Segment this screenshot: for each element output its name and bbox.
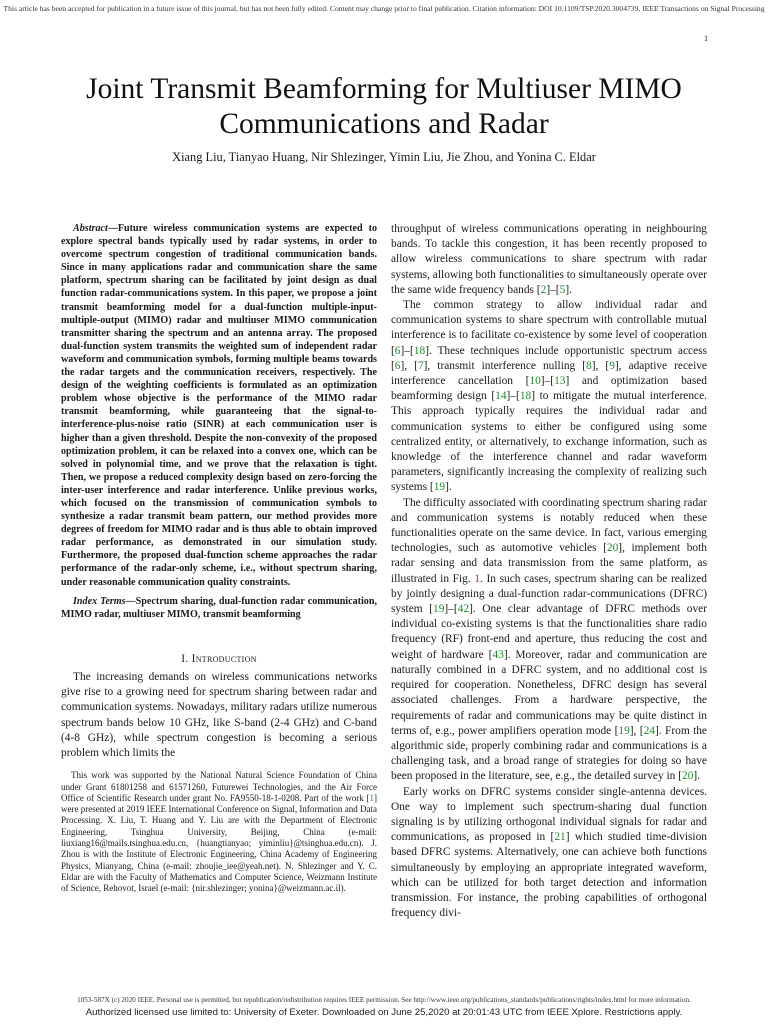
citation-link[interactable]: 10 (529, 375, 541, 388)
citation-link[interactable]: 18 (519, 390, 532, 403)
citation-link[interactable]: 7 (417, 359, 424, 372)
figure-link[interactable]: 1 (474, 572, 481, 585)
citation-link[interactable]: 5 (559, 283, 566, 296)
index-terms-label: Index Terms (73, 595, 126, 607)
body-paragraph: Early works on DFRC systems consider single-antenna devices. One way to implement such spectrum-sharing dual function signaling is by utilizing orthogonal individual signals for radar and communications, as proposed in [21] which studied time-division based DFRC systems. Alternatively, one can achieve both functions simultaneously by employing an appropriate integrated waveform, which can be utilized for both target detection and information transmission. For instance, the probing capabilities of orthogonal frequency divi- (391, 785, 707, 920)
citation-link[interactable]: 19 (433, 603, 445, 616)
citation-link[interactable]: 43 (492, 648, 504, 661)
abstract-text: —Future wireless communication systems are expected to explore spectral bands typically used by radar systems, in order to overcome spectrum congestion of traditional communication bands. Since in many applications radar and communication share the same platform, spectrum sharing can be facilitated by joint design as dual function radar-communications system. In this paper, we propose a joint transmit beamforming model for a dual-function multiple-input-multiple-output (MIMO) radar and multiuser MIMO communication transmitter sharing the spectrum and an antenna array. The proposed dual-function system transmits the weighted sum of independent radar waveform and communication symbols, forming multiple beams towards the radar targets and the communication receivers, respectively. The design of the weighting coefficients is formulated as an optimization problem whose objective is the performance of the MIMO radar transmit beamforming, while guaranteeing that the signal-to-interference-plus-noise ratio (SINR) at each communication user is higher than a given threshold. Despite the non-convexity of the proposed optimization problem, it can be relaxed into a convex one, which can be solved in polynomial time, and we prove that the relaxation is tight. Then, we propose a reduced complexity design based on zero-forcing the inter-user interference and radar interference. Unlike previous works, which focused on the transmission of communication symbols to synthesize a radar transmit beam pattern, our method provides more degrees of freedom for MIMO radar and is thus able to obtain improved radar performance, as demonstrated in our simulation study. Furthermore, the proposed dual-function scheme approaches the radar performance of the radar-only scheme, i.e., without spectrum sharing, under reasonable communication quality constraints. (61, 223, 377, 588)
section-title: Introduction (191, 652, 257, 665)
page-number: 1 (704, 34, 708, 43)
citation-link[interactable]: 24 (643, 724, 655, 737)
citation-link[interactable]: 8 (586, 359, 592, 372)
citation-link[interactable]: 19 (618, 724, 630, 737)
body-paragraph: throughput of wireless communications operating in neighbouring bands. To tackle this congestion, it has been recently proposed to allow wireless communications to share spectrum with radar systems, allowing both functionalities to simultaneously operate over the same wide frequency bands [2]–[5]. (391, 223, 707, 296)
body-paragraph: The difficulty associated with coordinating spectrum sharing radar and communication systems is notably reduced when these functionalities operate on the same device. In fact, various emerging technologies, such as automotive vehicles [20], implement both radar sensing and data transmission from the same platform, as illustrated in Fig. 1. In such cases, spectrum sharing can be realized by jointly designing a dual-function radar-communications (DFRC) system [19]–[42]. One clear advantage of DFRC methods over individual co-existing systems is that the functionalities share radio frequency (RF) front-end and aperture, thus reducing the cost and weight of hardware [43]. Moreover, radar and communication are naturally combined in a DFRC system, and no additional cost is required for cooperation. Nonetheless, DFRC design has several associated challenges. From a hardware perspective, the requirements of radar and communications may be quite distinct in terms of, e.g., power amplifiers operation mode [19], [24]. From the algorithmic side, properly combining radar and communications is a challenging task, and a broad range of strategies for doing so have been proposed in the literature, see, e.g., the detailed survey in [20]. (391, 496, 707, 783)
right-column (391, 222, 707, 921)
index-terms (61, 595, 377, 621)
citation-link[interactable]: 14 (495, 390, 507, 403)
paper-title: Joint Transmit Beamforming for Multiuser MIMO Communications and Radar (86, 73, 682, 140)
section-number: I. (181, 652, 189, 665)
license-notice: Authorized licensed use limited to: University of Exeter. Downloaded on June 25,2020 at 20:01:43 UTC from IEEE Xplore. Restrictions apply. (85, 1007, 683, 1018)
citation-link[interactable]: 1 (369, 792, 374, 803)
citation-link[interactable]: 6 (394, 359, 401, 372)
body-paragraph: The common strategy to allow individual radar and communication systems to share spectrum with controllable mutual interference is to facilitate co-existence by some level of cooperation [6]–[18]. These techniques include opportunistic spectrum access [6], [7], transmit interference nulling [8], [9], adaptive receive interference cancellation [10]–[13] and optimization based beamforming design [14]–[18] to mitigate the mutual interference. This approach typically requires the individual radar and communication systems to either be configured using some centralized entity, or alternatively, to exchange information, such as knowledge of the interference channel and radar waveform parameters, significantly increasing the complexity of realizing such systems [19]. (391, 299, 708, 494)
citation-link[interactable]: 21 (554, 831, 566, 844)
left-column (61, 222, 377, 895)
citation-link[interactable]: 9 (609, 359, 615, 372)
index-terms-text: —Spectrum sharing, dual-function radar communication, MIMO radar, multiuser MIMO, transmit beamforming (61, 595, 377, 620)
copyright-notice: 1053-587X (c) 2020 IEEE. Personal use is permitted, but republication/redistribution requires IEEE permission. See http://www.ieee.org/publications_standards/publications/rights/index.html for more information. (77, 996, 691, 1004)
journal-notice: This article has been accepted for publication in a future issue of this journal, but has not been fully edited. Content may change prior to final publication. Citation information: DOI 10.1109/TSP.2020.3004739, IEEE Transactions on Signal Processing (3, 4, 765, 13)
citation-link[interactable]: 13 (554, 375, 566, 388)
section-heading-introduction (61, 652, 377, 667)
citation-link[interactable]: 18 (413, 344, 426, 357)
citation-link[interactable]: 20 (682, 770, 694, 783)
abstract (61, 222, 377, 589)
citation-link[interactable]: 42 (457, 603, 470, 616)
citation-link[interactable]: 19 (433, 481, 446, 494)
author-list: Xiang Liu, Tianyao Huang, Nir Shlezinger, Yimin Liu, Jie Zhou, and Yonina C. Eldar (172, 150, 596, 164)
citation-link[interactable]: 20 (606, 542, 619, 555)
citation-link[interactable]: 6 (394, 344, 401, 357)
citation-link[interactable]: 2 (540, 283, 547, 296)
intro-paragraph: The increasing demands on wireless communications networks give rise to a growing need for spectrum sharing between radar and communication systems. Nowadays, military radars utilize numerous spectrum bands below 10 GHz, like S-band (2-4 GHz) and C-band (4-8 GHz), while spectrum congestion is becoming a serious problem which limits the (61, 671, 377, 760)
funding-footnote: This work was supported by the National Natural Science Foundation of China under Grant 61801258 and 61571260, Futurewei Technologies, and the Air Force Office of Scientific Research under grant No. FA9550-18-1-0208. Part of the work [1] were presented at 2019 IEEE International Conference on Signal, Information and Data Processing. X. Liu, T. Huang and Y. Liu are with the Department of Electronic Engineering, Tsinghua University, Beijing, China (e-mail: liuxiang16@mails.tsinghua.edu.cn, {huangtianyao; yiminliu}@tsinghua.edu.cn). J. Zhou is with the Institute of Electronic Engineering, China Academy of Engineering Physics, Mianyang, China (e-mail: zhoujie_iee@yeah.net). N. Shlezinger and Y. C. Eldar are with the Faculty of Mathematics and Computer Science, Weizmann Institute of Science, Rehovot, Israel (e-mail: {nir.shlezinger; yonina}@weizmann.ac.il). (61, 770, 377, 894)
abstract-label: Abstract (73, 223, 108, 234)
